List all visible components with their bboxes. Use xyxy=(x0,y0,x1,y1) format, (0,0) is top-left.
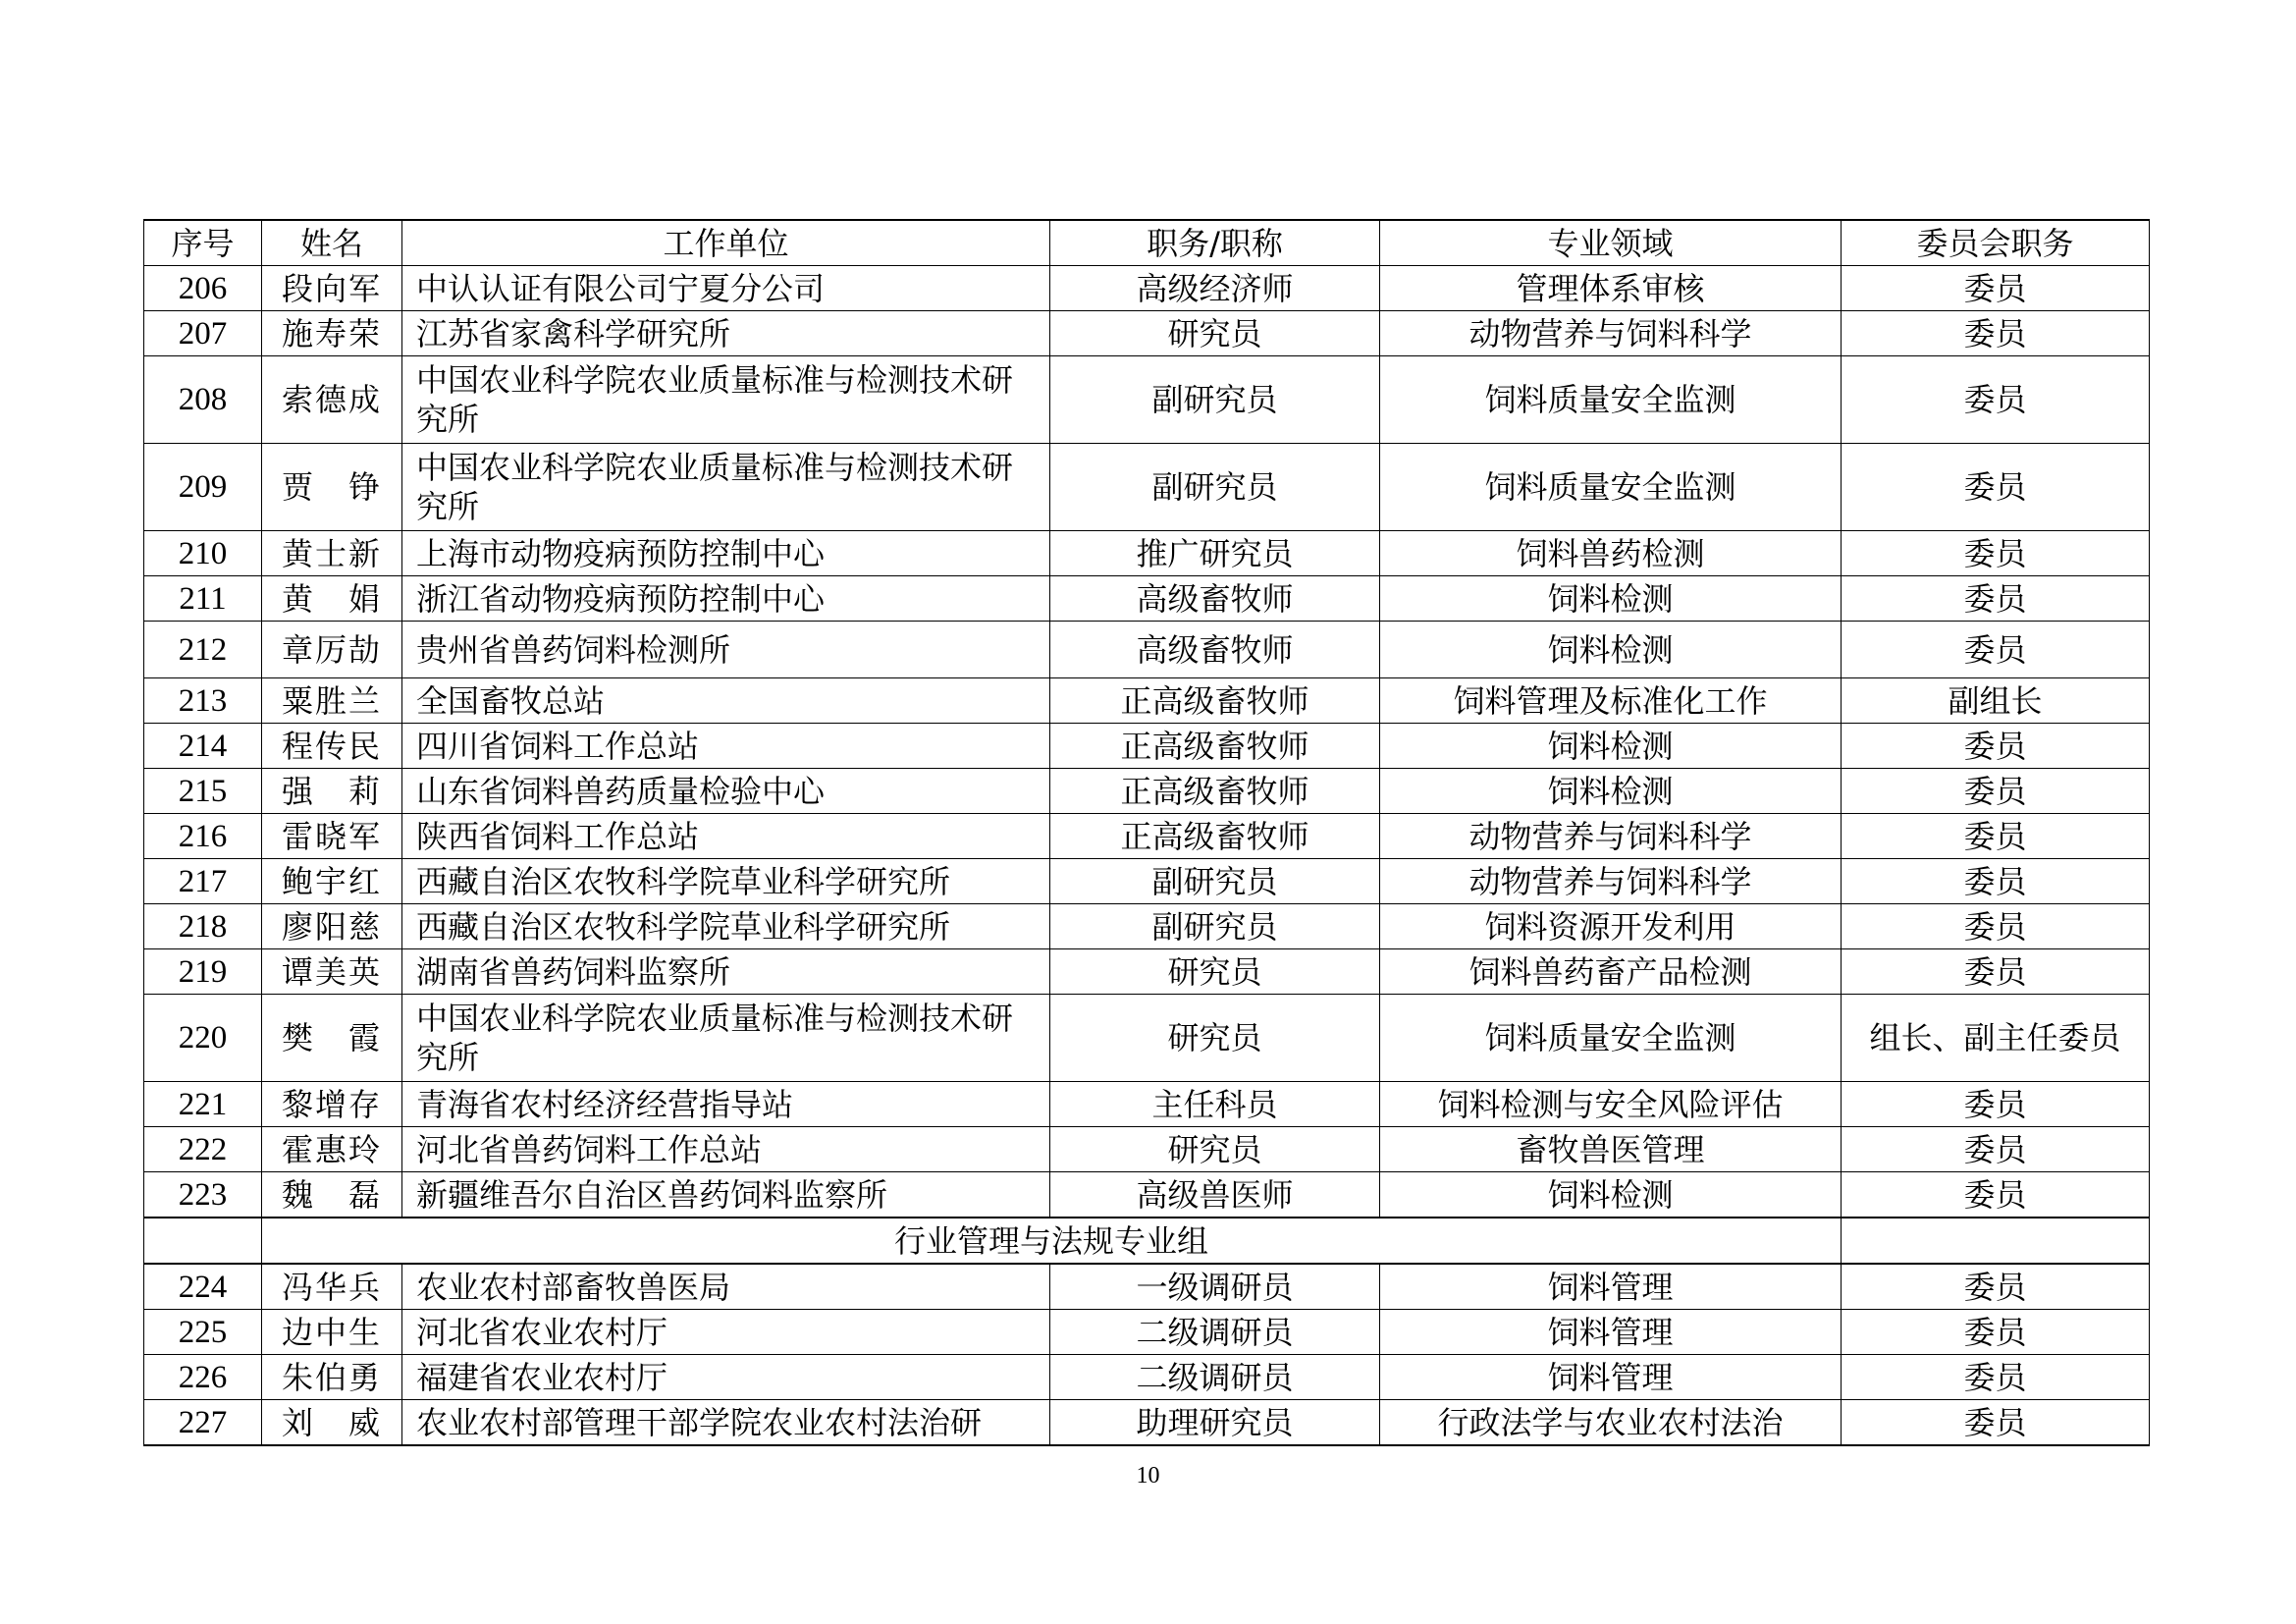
cell-work-unit: 中认认证有限公司宁夏分公司 xyxy=(402,266,1050,311)
table-row xyxy=(144,356,2150,444)
cell-professional-field: 饲料管理 xyxy=(1380,1355,1842,1400)
cell-work-unit: 浙江省动物疫病预防控制中心 xyxy=(402,576,1050,622)
cell-position-title: 一级调研员 xyxy=(1050,1264,1380,1310)
header-committee-role: 委员会职务 xyxy=(1842,220,2150,266)
cell-name: 黄士新 xyxy=(262,531,402,576)
cell-index: 223 xyxy=(144,1172,262,1218)
cell-position-title: 高级畜牧师 xyxy=(1050,622,1380,678)
cell-committee-role: 副组长 xyxy=(1842,678,2150,724)
cell-work-unit: 河北省兽药饲料工作总站 xyxy=(402,1127,1050,1172)
cell-index: 217 xyxy=(144,859,262,904)
cell-position-title: 研究员 xyxy=(1050,949,1380,995)
cell-name: 霍惠玲 xyxy=(262,1127,402,1172)
cell-position-title: 正高级畜牧师 xyxy=(1050,724,1380,769)
cell-index: 207 xyxy=(144,311,262,356)
cell-committee-role: 委员 xyxy=(1842,859,2150,904)
cell-position-title: 研究员 xyxy=(1050,311,1380,356)
cell-committee-role: 委员 xyxy=(1842,1355,2150,1400)
cell-position-title: 副研究员 xyxy=(1050,904,1380,949)
cell-name: 黎增存 xyxy=(262,1082,402,1127)
cell-work-unit: 西藏自治区农牧科学院草业科学研究所 xyxy=(402,904,1050,949)
table-row xyxy=(144,1400,2150,1446)
cell-professional-field: 动物营养与饲料科学 xyxy=(1380,814,1842,859)
cell-professional-field: 饲料兽药检测 xyxy=(1380,531,1842,576)
cell-professional-field: 饲料检测 xyxy=(1380,622,1842,678)
cell-work-unit: 农业农村部畜牧兽医局 xyxy=(402,1264,1050,1310)
cell-committee-role: 委员 xyxy=(1842,949,2150,995)
cell-index: 222 xyxy=(144,1127,262,1172)
cell-name: 谭美英 xyxy=(262,949,402,995)
cell-position-title: 研究员 xyxy=(1050,1127,1380,1172)
cell-position-title: 推广研究员 xyxy=(1050,531,1380,576)
table-header-row xyxy=(144,220,2150,266)
cell-committee-role: 委员 xyxy=(1842,311,2150,356)
cell-index: 215 xyxy=(144,769,262,814)
table-row xyxy=(144,995,2150,1082)
cell-work-unit: 上海市动物疫病预防控制中心 xyxy=(402,531,1050,576)
cell-work-unit: 贵州省兽药饲料检测所 xyxy=(402,622,1050,678)
cell-professional-field: 饲料质量安全监测 xyxy=(1380,356,1842,444)
cell-index: 224 xyxy=(144,1264,262,1310)
cell-name: 章厉劼 xyxy=(262,622,402,678)
table-row xyxy=(144,724,2150,769)
cell-index: 211 xyxy=(144,576,262,622)
header-work-unit: 工作单位 xyxy=(402,220,1050,266)
cell-committee-role: 委员 xyxy=(1842,814,2150,859)
cell-professional-field: 饲料资源开发利用 xyxy=(1380,904,1842,949)
cell-index: 212 xyxy=(144,622,262,678)
cell-name: 边中生 xyxy=(262,1310,402,1355)
cell-index: 213 xyxy=(144,678,262,724)
table-row xyxy=(144,1127,2150,1172)
cell-professional-field: 饲料检测 xyxy=(1380,576,1842,622)
table-row xyxy=(144,622,2150,678)
cell-committee-role: 委员 xyxy=(1842,1082,2150,1127)
cell-position-title: 高级经济师 xyxy=(1050,266,1380,311)
cell-professional-field: 饲料质量安全监测 xyxy=(1380,444,1842,531)
cell-name: 雷晓军 xyxy=(262,814,402,859)
cell-name: 粟胜兰 xyxy=(262,678,402,724)
cell-name: 鲍宇红 xyxy=(262,859,402,904)
table-row xyxy=(144,814,2150,859)
cell-position-title: 正高级畜牧师 xyxy=(1050,769,1380,814)
cell-index: 219 xyxy=(144,949,262,995)
cell-committee-role: 委员 xyxy=(1842,904,2150,949)
cell-name: 廖阳慈 xyxy=(262,904,402,949)
cell-professional-field: 饲料管理及标准化工作 xyxy=(1380,678,1842,724)
cell-position-title: 助理研究员 xyxy=(1050,1400,1380,1446)
section-index-cell xyxy=(144,1218,262,1264)
cell-committee-role: 委员 xyxy=(1842,1264,2150,1310)
cell-work-unit: 江苏省家禽科学研究所 xyxy=(402,311,1050,356)
cell-work-unit: 新疆维吾尔自治区兽药饲料监察所 xyxy=(402,1172,1050,1218)
table-row xyxy=(144,1082,2150,1127)
table-row xyxy=(144,678,2150,724)
cell-committee-role: 委员 xyxy=(1842,444,2150,531)
cell-name: 冯华兵 xyxy=(262,1264,402,1310)
cell-committee-role: 委员 xyxy=(1842,769,2150,814)
cell-work-unit: 中国农业科学院农业质量标准与检测技术研究所 xyxy=(402,995,1050,1082)
cell-work-unit: 陕西省饲料工作总站 xyxy=(402,814,1050,859)
cell-professional-field: 动物营养与饲料科学 xyxy=(1380,311,1842,356)
cell-committee-role: 委员 xyxy=(1842,1310,2150,1355)
committee-members-table xyxy=(143,219,2150,1446)
cell-committee-role: 委员 xyxy=(1842,622,2150,678)
cell-committee-role: 委员 xyxy=(1842,531,2150,576)
header-index: 序号 xyxy=(144,220,262,266)
cell-professional-field: 行政法学与农业农村法治 xyxy=(1380,1400,1842,1446)
cell-index: 214 xyxy=(144,724,262,769)
section-row xyxy=(144,1218,2150,1264)
cell-index: 210 xyxy=(144,531,262,576)
table-row xyxy=(144,769,2150,814)
cell-name: 施寿荣 xyxy=(262,311,402,356)
header-professional-field: 专业领域 xyxy=(1380,220,1842,266)
cell-professional-field: 动物营养与饲料科学 xyxy=(1380,859,1842,904)
header-name: 姓名 xyxy=(262,220,402,266)
cell-work-unit: 福建省农业农村厅 xyxy=(402,1355,1050,1400)
cell-committee-role: 委员 xyxy=(1842,1400,2150,1446)
table-row xyxy=(144,266,2150,311)
cell-position-title: 二级调研员 xyxy=(1050,1355,1380,1400)
cell-name: 魏 磊 xyxy=(262,1172,402,1218)
cell-name: 黄 娟 xyxy=(262,576,402,622)
cell-work-unit: 中国农业科学院农业质量标准与检测技术研究所 xyxy=(402,356,1050,444)
table-row xyxy=(144,531,2150,576)
cell-professional-field: 饲料兽药畜产品检测 xyxy=(1380,949,1842,995)
cell-index: 221 xyxy=(144,1082,262,1127)
cell-index: 218 xyxy=(144,904,262,949)
cell-work-unit: 西藏自治区农牧科学院草业科学研究所 xyxy=(402,859,1050,904)
cell-work-unit: 四川省饲料工作总站 xyxy=(402,724,1050,769)
cell-work-unit: 湖南省兽药饲料监察所 xyxy=(402,949,1050,995)
cell-name: 贾 铮 xyxy=(262,444,402,531)
cell-name: 强 莉 xyxy=(262,769,402,814)
cell-index: 227 xyxy=(144,1400,262,1446)
cell-index: 225 xyxy=(144,1310,262,1355)
cell-position-title: 副研究员 xyxy=(1050,444,1380,531)
cell-position-title: 二级调研员 xyxy=(1050,1310,1380,1355)
cell-name: 樊 霞 xyxy=(262,995,402,1082)
cell-work-unit: 河北省农业农村厅 xyxy=(402,1310,1050,1355)
cell-position-title: 高级畜牧师 xyxy=(1050,576,1380,622)
cell-position-title: 正高级畜牧师 xyxy=(1050,814,1380,859)
cell-position-title: 研究员 xyxy=(1050,995,1380,1082)
table-row xyxy=(144,576,2150,622)
table-row xyxy=(144,1355,2150,1400)
cell-work-unit: 中国农业科学院农业质量标准与检测技术研究所 xyxy=(402,444,1050,531)
cell-position-title: 主任科员 xyxy=(1050,1082,1380,1127)
cell-committee-role: 委员 xyxy=(1842,1127,2150,1172)
table-row xyxy=(144,1264,2150,1310)
cell-professional-field: 饲料检测 xyxy=(1380,724,1842,769)
cell-name: 刘 威 xyxy=(262,1400,402,1446)
table-row xyxy=(144,444,2150,531)
table-row xyxy=(144,859,2150,904)
cell-index: 220 xyxy=(144,995,262,1082)
cell-professional-field: 饲料检测与安全风险评估 xyxy=(1380,1082,1842,1127)
cell-position-title: 副研究员 xyxy=(1050,356,1380,444)
cell-index: 226 xyxy=(144,1355,262,1400)
cell-index: 206 xyxy=(144,266,262,311)
table-row xyxy=(144,311,2150,356)
cell-committee-role: 委员 xyxy=(1842,266,2150,311)
cell-professional-field: 畜牧兽医管理 xyxy=(1380,1127,1842,1172)
cell-committee-role: 组长、副主任委员 xyxy=(1842,995,2150,1082)
cell-professional-field: 饲料检测 xyxy=(1380,1172,1842,1218)
cell-work-unit: 农业农村部管理干部学院农业农村法治研 xyxy=(402,1400,1050,1446)
cell-professional-field: 饲料管理 xyxy=(1380,1310,1842,1355)
cell-index: 216 xyxy=(144,814,262,859)
table-row xyxy=(144,949,2150,995)
cell-index: 209 xyxy=(144,444,262,531)
cell-name: 程传民 xyxy=(262,724,402,769)
cell-name: 朱伯勇 xyxy=(262,1355,402,1400)
cell-professional-field: 饲料检测 xyxy=(1380,769,1842,814)
cell-work-unit: 山东省饲料兽药质量检验中心 xyxy=(402,769,1050,814)
cell-name: 段向军 xyxy=(262,266,402,311)
cell-index: 208 xyxy=(144,356,262,444)
page-number: 10 xyxy=(1136,1463,1160,1489)
cell-committee-role: 委员 xyxy=(1842,576,2150,622)
cell-professional-field: 饲料管理 xyxy=(1380,1264,1842,1310)
cell-work-unit: 全国畜牧总站 xyxy=(402,678,1050,724)
header-position-title: 职务/职称 xyxy=(1050,220,1380,266)
cell-professional-field: 饲料质量安全监测 xyxy=(1380,995,1842,1082)
cell-position-title: 高级兽医师 xyxy=(1050,1172,1380,1218)
table-row xyxy=(144,904,2150,949)
cell-work-unit: 青海省农村经济经营指导站 xyxy=(402,1082,1050,1127)
table-row xyxy=(144,1172,2150,1218)
cell-committee-role: 委员 xyxy=(1842,724,2150,769)
section-title: 行业管理与法规专业组 xyxy=(262,1218,1842,1264)
cell-committee-role: 委员 xyxy=(1842,356,2150,444)
cell-position-title: 正高级畜牧师 xyxy=(1050,678,1380,724)
cell-professional-field: 管理体系审核 xyxy=(1380,266,1842,311)
cell-committee-role: 委员 xyxy=(1842,1172,2150,1218)
cell-position-title: 副研究员 xyxy=(1050,859,1380,904)
section-role-cell xyxy=(1842,1218,2150,1264)
table-row xyxy=(144,1310,2150,1355)
cell-name: 索德成 xyxy=(262,356,402,444)
